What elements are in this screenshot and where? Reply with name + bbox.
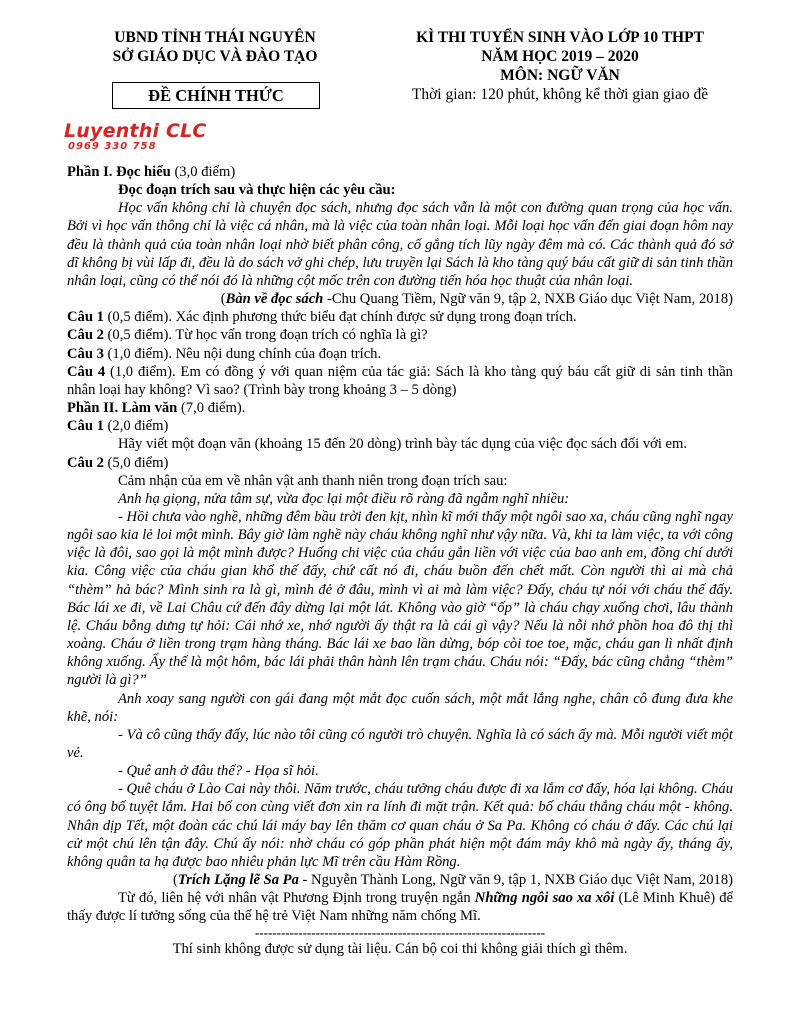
header-right [390, 28, 730, 104]
part2-title-label: Phần II. Làm văn [67, 400, 178, 417]
writing-q1-score: (2,0 điểm) [103, 418, 169, 435]
reading-passage: Học vấn không chỉ là chuyện đọc sách, nhưng đọc sách vẫn là một con đường quan trọng của học vấn. Bởi vì học vấn thông chỉ là việc cá nhân, mà là việc của toàn nhân loại. Mỗi loại học vấn đến giai đoạn hôm nay đều là thành quả của toàn nhân loại nhờ biết phân công, cố gắng tích lũy ngày đêm mà có. Các thành quả đó sở dĩ không bị vùi lấp đi, đều là do sách vở ghi chép, lưu truyền lại Sách là kho tàng quý báu cất giữ di sản tinh thần nhân loại, cũng có thể nói đó là những cột mốc trên con đường tiến hóa học thuật của nhân loại. [67, 200, 733, 289]
excerpt-source [67, 871, 733, 889]
question-2 [67, 326, 733, 344]
excerpt-line-3: Anh xoay sang người con gái đang một mắt đọc cuốn sách, một mắt lắng nghe, chân cô đung đưa khe khẽ, nói: [67, 690, 733, 725]
source2-rest: - Nguyễn Thành Long, Ngữ văn 9, tập 1, NXB Giáo dục Việt Nam, 2018) [298, 872, 733, 889]
writing-question-1 [67, 417, 733, 435]
subject: MÔN: NGỮ VĂN [500, 67, 620, 84]
part2-title [67, 399, 733, 417]
official-exam-label: ĐỀ CHÍNH THỨC [112, 82, 320, 109]
end-separator: ------------------------------------------------------------------- [254, 925, 546, 940]
excerpt-line-1: Anh hạ giọng, nửa tâm sự, vừa đọc lại một điều rõ ràng đã ngẫm nghĩ nhiều: [118, 490, 570, 507]
question-4-text: (1,0 điểm). Em có đồng ý với quan niệm của tác giả: Sách là kho tàng quý báu cất giữ di sản tinh thần nhân loại hay không? Vì sao? (Trình bày trong khoảng 3 – 5 dòng) [67, 363, 733, 398]
question-1-label: Câu 1 [67, 309, 104, 326]
writing-q2-intro: Cảm nhận của em về nhân vật anh thanh niên trong đoạn trích sau: [118, 472, 508, 489]
exam-title: KÌ THI TUYỂN SINH VÀO LỚP 10 THPT [416, 29, 704, 46]
school-year: NĂM HỌC 2019 – 2020 [481, 48, 639, 65]
excerpt-line-6: - Quê cháu ở Lào Cai này thôi. Năm trước, cháu tưởng cháu được đi xa lắm cơ đấy, hóa lại không. Cháu có ông bố tuyệt lắm. Hai bố con cùng viết đơn xin ra lính đi mặt trận. Kết quả: bố cháu thắng cháu một - không. Nhân dịp Tết, một đoàn các chú lái máy bay lên thăm cơ quan cháu ở Sa Pa. Không có cháu ở đấy. Các chú lại cử một chú lên tận đây. Chú ấy nói: nhờ cháu có góp phần phát hiện một đám mây khô mà ngày ấy, tháng ấy, không quân ta hạ được bao nhiêu phản lực Mĩ trên cầu Hàm Rồng. [67, 781, 733, 870]
question-4 [67, 363, 733, 399]
question-3-label: Câu 3 [67, 345, 104, 362]
question-3-text: (1,0 điểm). Nêu nội dung chính của đoạn trích. [103, 345, 382, 362]
excerpt-line-2: - Hồi chưa vào nghề, những đêm bầu trời đen kịt, nhìn kĩ mới thấy một ngôi sao xa, cháu cũng nghĩ ngay ngôi sao kia lẻ loi một mình. Bây giờ làm nghề này cháu không nghĩ như vậy nữa. Và, khi ta làm việc, ta với công việc là đôi, sao gọi là một mình được? Huống chi việc của cháu gắn liền với việc của bao anh em, đồng chí dưới kia. Công việc của cháu gian khổ thế đấy, chứ cất nó đi, cháu buồn đến chết mất. Còn người thì ai mà chả “thèm” hả bác? Mình sinh ra là gì, mình đẻ ở đâu, mình vì ai mà làm việc? Đấy, cháu tự nói với cháu thế đấy. Bác lái xe đi, về Lai Châu cứ đến đây dừng lại một lát. Không vào giờ “ốp” là cháu chạy xuống chơi, lâu thành lệ. Cháu bỗng dưng tự hỏi: Cái nhớ xe, nhớ người ấy thật ra là cái gì vậy? Nếu là nỗi nhớ phồn hoa đô thị thì xoàng. Cháu ở liền trong trạm hàng tháng. Bác lái xe bao lần dừng, bóp còi toe toe, mặc, cháu gan lì nhất định không xuống. Ấy thế là một hôm, bác lái phải thân hành lên trạm cháu. Cháu nói: “Đấy, bác cũng chẳng “thèm” người là gì?” [67, 508, 733, 689]
excerpt-line-4: - Và cô cũng thấy đấy, lúc nào tôi cũng có người trò chuyện. Nghĩa là có sách ấy mà. Mỗi người viết một vẻ. [67, 726, 733, 761]
source-title: Bàn về đọc sách [225, 291, 324, 308]
part1-score: (3,0 điểm) [170, 164, 236, 180]
time-allowed: Thời gian: 120 phút, không kể thời gian giao đề [411, 86, 709, 103]
closing-task [67, 889, 733, 925]
logo-brand: Luyenthi CLC [64, 120, 207, 142]
source2-title: Trích Lặng lẽ Sa Pa [177, 872, 299, 889]
source-open: ( [220, 291, 226, 308]
writing-q2-score: (5,0 điểm) [103, 454, 169, 471]
source2-open: ( [172, 872, 178, 889]
writing-question-2 [67, 454, 733, 472]
writing-q2-label: Câu 2 [67, 454, 104, 471]
question-1 [67, 308, 733, 326]
part2-score: (7,0 điểm). [177, 400, 246, 417]
logo-phone: 0969 330 758 [68, 141, 157, 152]
part1-title [67, 163, 733, 181]
excerpt-line-5: - Quê anh ở đâu thế? - Họa sĩ hỏi. [118, 763, 319, 780]
source-rest: -Chu Quang Tiềm, Ngữ văn 9, tập 2, NXB Giáo dục Việt Nam, 2018) [323, 291, 733, 308]
closing-title: Những ngôi sao xa xôi [474, 890, 615, 907]
exam-body [67, 163, 733, 958]
department-name: SỞ GIÁO DỤC VÀ ĐÀO TẠO [112, 48, 318, 65]
question-3 [67, 345, 733, 363]
part1-instruction: Đọc đoạn trích sau và thực hiện các yêu cầu: [118, 182, 396, 199]
part1-title-label: Phần I. Đọc hiểu [67, 164, 171, 180]
watermark-logo [64, 121, 207, 152]
question-2-text: (0,5 điểm). Từ học vấn trong đoạn trích có nghĩa là gì? [103, 327, 428, 344]
exam-footer-note: Thí sinh không được sử dụng tài liệu. Cán bộ coi thi không giải thích gì thêm. [172, 940, 628, 957]
question-1-text: (0,5 điểm). Xác định phương thức biểu đạt chính được sử dụng trong đoạn trích. [103, 309, 577, 326]
header-left [80, 28, 350, 66]
closing-b: (Lê Minh Khuê) để thấy được lí tưởng sống của thế hệ trẻ Việt Nam những năm chống Mĩ. [67, 890, 733, 925]
writing-q1-text: Hãy viết một đoạn văn (khoảng 15 đến 20 dòng) trình bày tác dụng của việc đọc sách đối với em. [118, 436, 688, 453]
question-4-label: Câu 4 [67, 363, 106, 380]
question-2-label: Câu 2 [67, 327, 104, 344]
passage-source [67, 290, 733, 308]
province-committee: UBND TỈNH THÁI NGUYÊN [114, 29, 316, 46]
closing-a: Từ đó, liên hệ với nhân vật Phương Định trong truyện ngắn [118, 890, 475, 907]
writing-q1-label: Câu 1 [67, 418, 104, 435]
